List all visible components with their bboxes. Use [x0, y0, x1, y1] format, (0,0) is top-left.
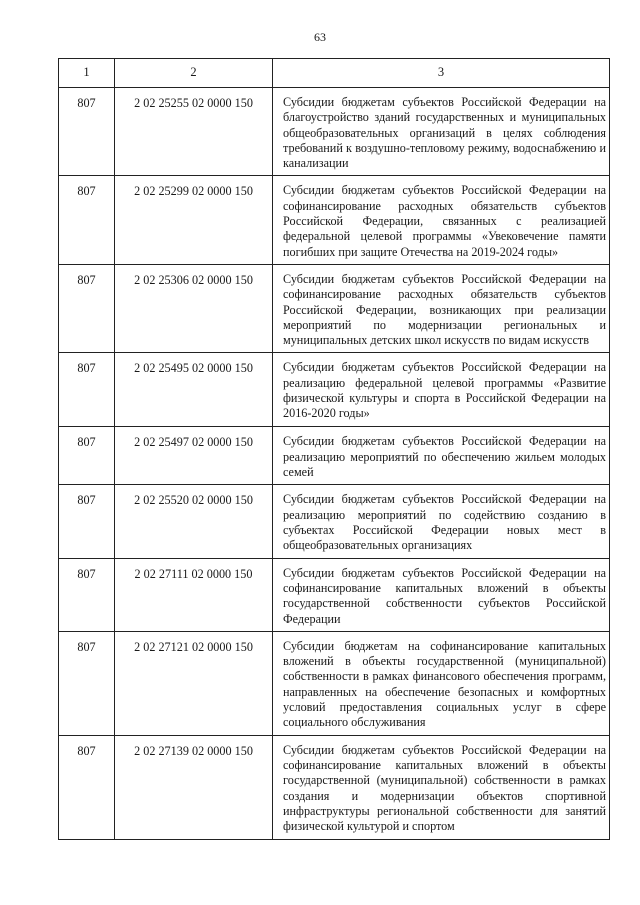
admin-code-cell: 807 [59, 485, 115, 558]
admin-code-cell: 807 [59, 353, 115, 427]
admin-code-cell: 807 [59, 264, 115, 352]
description-cell: Субсидии бюджетам субъектов Российской Федерации на реализацию мероприятий по содействию созданию в субъектах Российской Федерации новых мест в общеобразовательных организациях [273, 485, 610, 558]
table-row [59, 631, 610, 735]
budget-revenue-table [58, 58, 610, 840]
description-cell: Субсидии бюджетам субъектов Российской Федерации на реализацию мероприятий по обеспечению жильем молодых семей [273, 427, 610, 485]
admin-code-cell: 807 [59, 427, 115, 485]
table-row [59, 427, 610, 485]
table-row [59, 176, 610, 264]
description-cell: Субсидии бюджетам субъектов Российской Федерации на софинансирование расходных обязательств субъектов Российской Федерации, связанных с реализацией федеральной целевой программы «Увековечение памяти погибших при защите Отечества на 2019-2024 годы» [273, 176, 610, 264]
description-cell: Субсидии бюджетам субъектов Российской Федерации на софинансирование капитальных вложений в объекты государственной (муниципальной) собственности в рамках создания и модернизации объектов спортивной инфраструктуры региональной собственности для занятий физической культурой и спортом [273, 735, 610, 839]
budget-code-cell: 2 02 25306 02 0000 150 [115, 264, 273, 352]
budget-code-cell: 2 02 27121 02 0000 150 [115, 631, 273, 735]
page-number: 63 [314, 30, 326, 44]
admin-code-cell: 807 [59, 735, 115, 839]
table-row [59, 735, 610, 839]
table-row [59, 558, 610, 631]
description-cell: Субсидии бюджетам субъектов Российской Федерации на благоустройство зданий государственных и муниципальных общеобразовательных организаций в целях соблюдения требований к воздушно-тепловому режиму, водоснабжению и канализации [273, 88, 610, 176]
admin-code-cell: 807 [59, 631, 115, 735]
description-cell: Субсидии бюджетам субъектов Российской Федерации на реализацию федеральной целевой программы «Развитие физической культуры и спорта в Российской Федерации на 2016-2020 годы» [273, 353, 610, 427]
table-row [59, 353, 610, 427]
budget-code-cell: 2 02 25495 02 0000 150 [115, 353, 273, 427]
table-row [59, 485, 610, 558]
description-cell: Субсидии бюджетам субъектов Российской Федерации на софинансирование расходных обязательств субъектов Российской Федерации, возникающих при реализации мероприятий по модернизации региональных и муниципальных детских школ искусств по видам искусств [273, 264, 610, 352]
column-header-1: 1 [59, 59, 115, 88]
table-row [59, 88, 610, 176]
budget-code-cell: 2 02 25520 02 0000 150 [115, 485, 273, 558]
admin-code-cell: 807 [59, 88, 115, 176]
budget-code-cell: 2 02 25299 02 0000 150 [115, 176, 273, 264]
table-header-row [59, 59, 610, 88]
admin-code-cell: 807 [59, 176, 115, 264]
budget-code-cell: 2 02 27111 02 0000 150 [115, 558, 273, 631]
budget-code-cell: 2 02 27139 02 0000 150 [115, 735, 273, 839]
table-row [59, 264, 610, 352]
column-header-3: 3 [273, 59, 610, 88]
budget-code-cell: 2 02 25255 02 0000 150 [115, 88, 273, 176]
description-cell: Субсидии бюджетам субъектов Российской Федерации на софинансирование капитальных вложений в объекты государственной собственности субъектов Российской Федерации [273, 558, 610, 631]
admin-code-cell: 807 [59, 558, 115, 631]
column-header-2: 2 [115, 59, 273, 88]
description-cell: Субсидии бюджетам на софинансирование капитальных вложений в объекты государственной (муниципальной) собственности в рамках финансового обеспечения программ, направленных на обеспечение безопасных и комфортных условий предоставления социальных услуг в сфере социального обслуживания [273, 631, 610, 735]
budget-code-cell: 2 02 25497 02 0000 150 [115, 427, 273, 485]
